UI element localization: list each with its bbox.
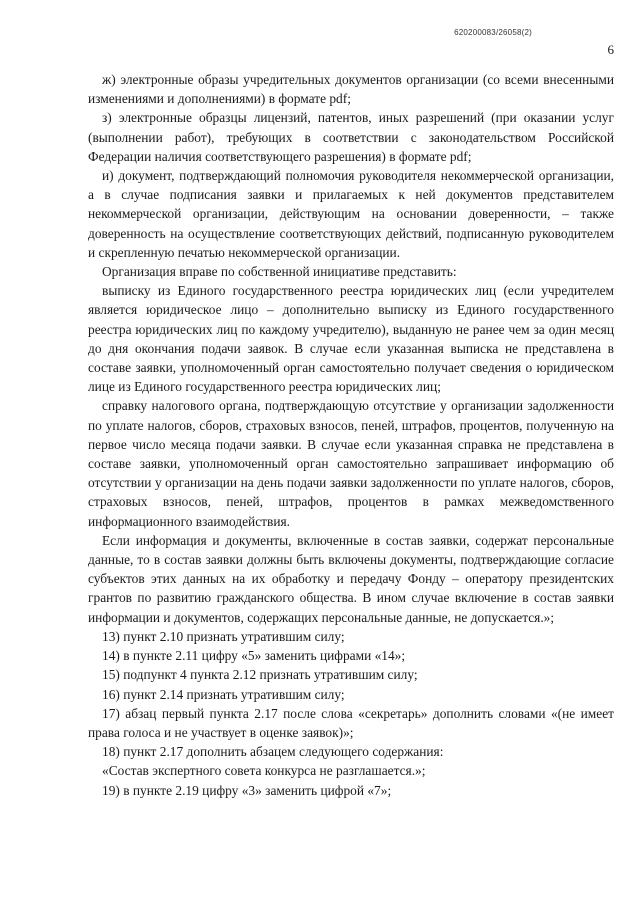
amendment-19: 19) в пункте 2.19 цифру «3» заменить цифрой «7»; xyxy=(102,782,392,798)
document-body xyxy=(88,70,614,800)
paragraph-z: з) электронные образцы лицензий, патентов, иных разрешений (при оказании услуг (выполнении работ), требующих в соответствии с законодательством Российской Федерации наличия соответствующего разрешения) в формате pdf; xyxy=(88,110,614,164)
amendment-18: 18) пункт 2.17 дополнить абзацем следующего содержания: xyxy=(102,744,444,760)
page-number: 6 xyxy=(607,42,614,57)
document-code: 620200083/26058(2) xyxy=(454,28,532,37)
amendment-13: 13) пункт 2.10 признать утратившим силу; xyxy=(102,628,345,644)
amendment-16: 16) пункт 2.14 признать утратившим силу; xyxy=(102,686,345,702)
amendment-17: 17) абзац первый пункта 2.17 после слова «секретарь» дополнить словами «(не имеет права голоса и не участвует в оценке заявок)»; xyxy=(88,705,614,740)
paragraph-i: и) документ, подтверждающий полномочия руководителя некоммерческой организации, а в случае подписания заявки и прилагаемых к ней документов представителем некоммерческой организации, действующим на основании доверенности, – также доверенность на осуществление соответствующих действий, подписанную руководителем и скрепленную печатью некоммерческой организации. xyxy=(88,168,614,260)
paragraph-zh: ж) электронные образы учредительных документов организации (со всеми внесенными изменениями и дополнениями) в формате pdf; xyxy=(88,72,614,107)
paragraph-tax-certificate: справку налогового органа, подтверждающую отсутствие у организации задолженности по уплате налогов, сборов, страховых взносов, пеней, штрафов, процентов, полученную на первое число месяца подачи заявки. В случае если указанная справка не представлена в составе заявки, уполномоченный орган самостоятельно запрашивает информацию об отсутствии у организации на день подачи заявки задолженности по уплате налогов, сборов, страховых взносов, пеней, штрафов, процентов в рамках межведомственного информационного взаимодействия. xyxy=(88,398,614,529)
paragraph-personal-data: Если информация и документы, включенные в состав заявки, содержат персональные данные, то в состав заявки должны быть включены документы, подтверждающие согласие субъектов этих данных на их обработку и передачу Фонду – оператору президентских грантов по развитию гражданского общества. В ином случае включение в состав заявки информации и документов, содержащих персональные данные, не допускается.»; xyxy=(88,532,614,625)
amendment-14: 14) в пункте 2.11 цифру «5» заменить цифрами «14»; xyxy=(102,648,406,664)
paragraph-optional-intro: Организация вправе по собственной инициативе представить: xyxy=(102,264,457,280)
paragraph-registry-extract: выписку из Единого государственного реестра юридических лиц (если учредителем является юридическое лицо – дополнительно выписку из Единого государственного реестра юридических лиц по каждому учредителю), выданную не ранее чем за один месяц до дня окончания подачи заявок. В случае если указанная выписка не представлена в составе заявки, уполномоченный орган самостоятельно получает сведения о юридическом лице из Единого государственного реестра юридических лиц; xyxy=(88,283,614,395)
amendment-18-quote: «Состав экспертного совета конкурса не разглашается.»; xyxy=(102,763,426,779)
amendment-15: 15) подпункт 4 пункта 2.12 признать утратившим силу; xyxy=(102,667,418,683)
